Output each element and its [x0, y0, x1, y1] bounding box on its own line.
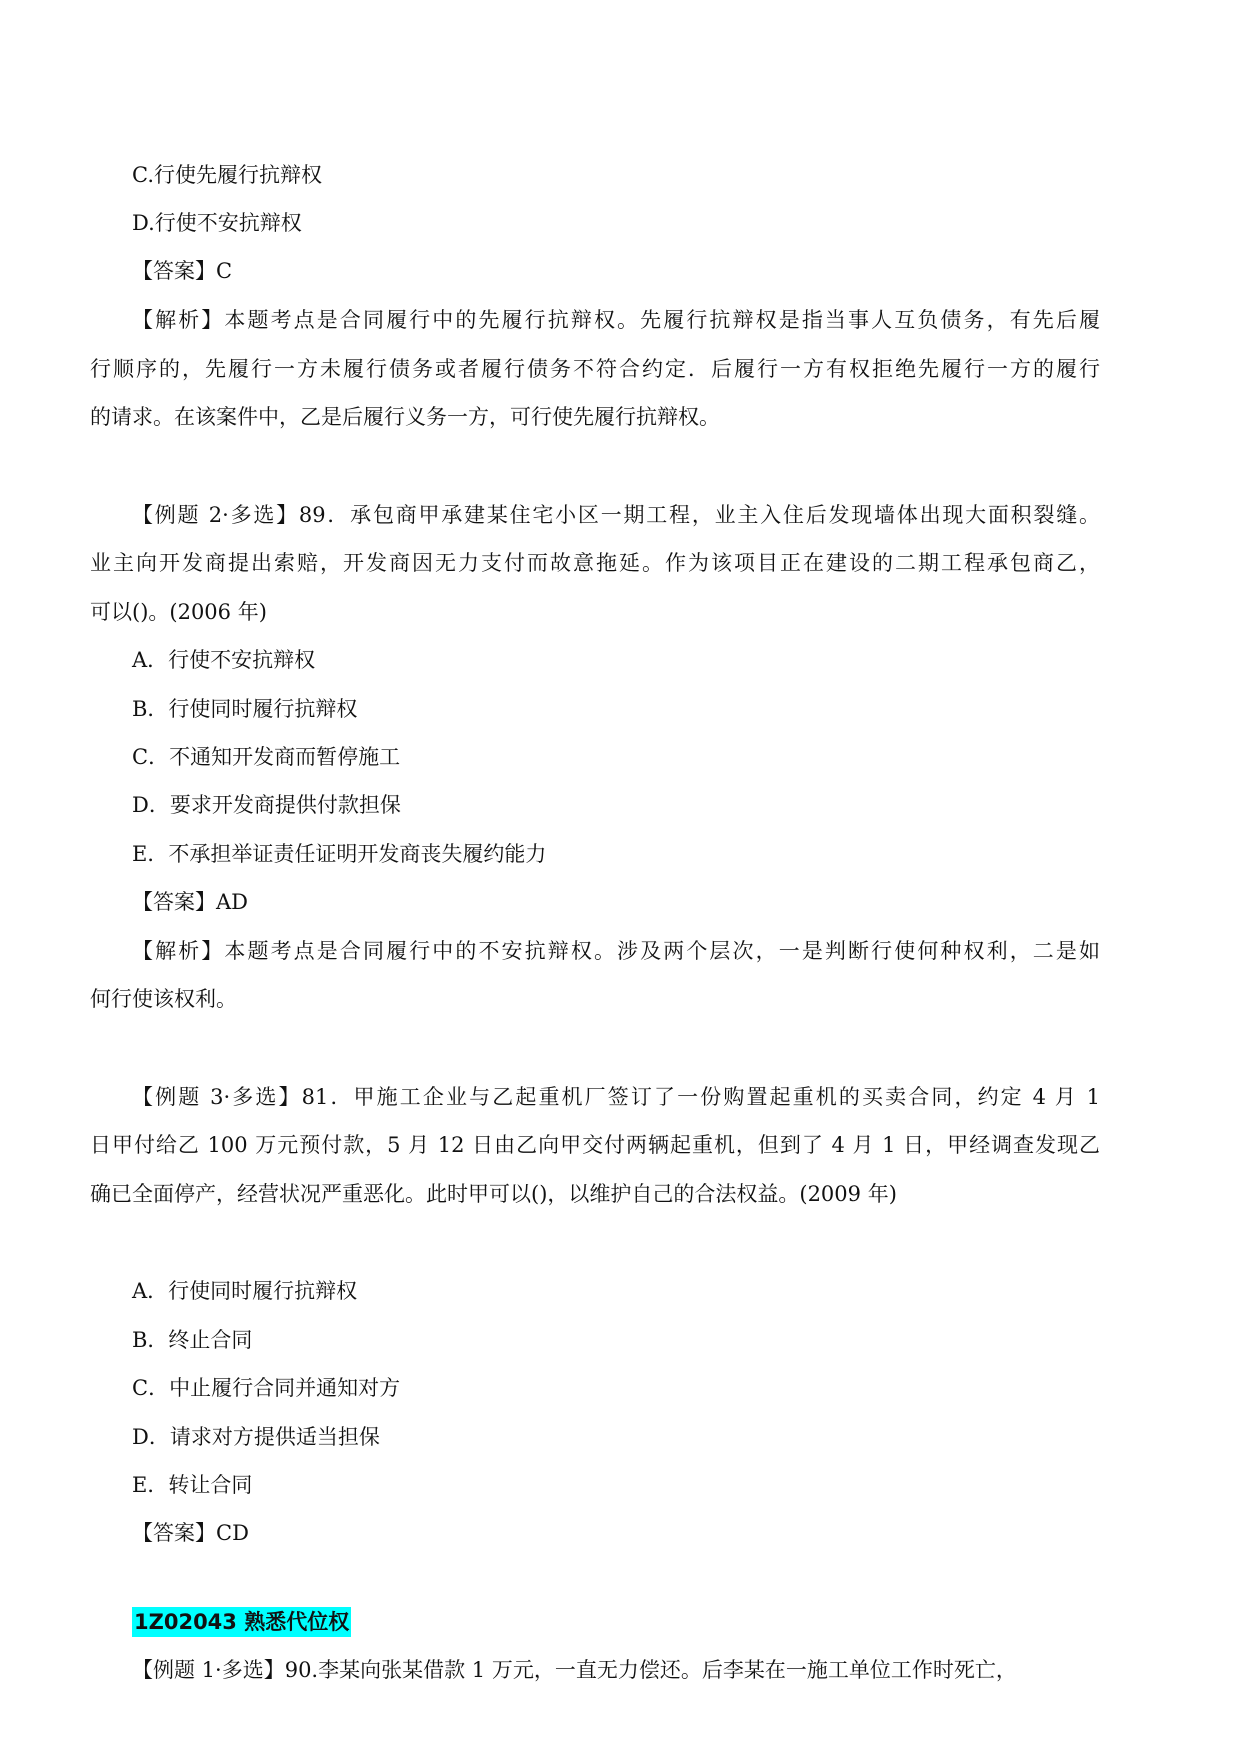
- analysis-line-2: 何行使该权利。: [90, 987, 237, 1011]
- option-c: C．中止履行合同并通知对方: [132, 1376, 401, 1400]
- option-d: D．请求对方提供适当担保: [132, 1425, 380, 1449]
- option-a: A．行使不安抗辩权: [132, 648, 316, 672]
- option-c: C．不通知开发商而暂停施工: [132, 745, 401, 769]
- option-d: D．要求开发商提供付款担保: [132, 793, 401, 817]
- question-stem-line-2: 业主向开发商提出索赔，开发商因无力支付而故意拖延。作为该项目正在建设的二期工程承包商乙，: [90, 551, 1100, 575]
- option-e: E．不承担举证责任证明开发商丧失履约能力: [132, 842, 547, 866]
- option-c: C.行使先履行抗辩权: [132, 163, 322, 187]
- answer: 【答案】C: [132, 259, 233, 283]
- option-d: D.行使不安抗辩权: [132, 211, 302, 235]
- analysis-line-1: 【解析】本题考点是合同履行中的先履行抗辩权。先履行抗辩权是指当事人互负债务，有先后履: [132, 308, 1100, 332]
- question-stem-line-1: 【例题 2·多选】89．承包商甲承建某住宅小区一期工程，业主入住后发现墙体出现大面积裂缝。: [132, 503, 1100, 527]
- answer: 【答案】AD: [132, 890, 249, 914]
- option-a: A．行使同时履行抗辩权: [132, 1279, 358, 1303]
- section-heading: 1Z02043 熟悉代位权: [132, 1607, 351, 1637]
- question-stem-line-1: 【例题 1·多选】90.李某向张某借款 1 万元，一直无力偿还。后李某在一施工单位工作时死亡，: [132, 1658, 1017, 1682]
- option-b: B．行使同时履行抗辩权: [132, 697, 358, 721]
- answer: 【答案】CD: [132, 1521, 249, 1545]
- option-e: E．转让合同: [132, 1473, 253, 1497]
- analysis-line-1: 【解析】本题考点是合同履行中的不安抗辩权。涉及两个层次，一是判断行使何种权利，二是如: [132, 939, 1100, 963]
- analysis-line-2: 行顺序的，先履行一方未履行债务或者履行债务不符合约定．后履行一方有权拒绝先履行一方的履行: [90, 357, 1100, 381]
- question-stem-line-3: 确已全面停产，经营状况严重恶化。此时甲可以()，以维护自己的合法权益。(2009 年): [90, 1182, 897, 1206]
- analysis-line-3: 的请求。在该案件中，乙是后履行义务一方，可行使先履行抗辩权。: [90, 405, 720, 429]
- question-stem-line-3: 可以()。(2006 年): [90, 600, 267, 624]
- option-b: B．终止合同: [132, 1328, 253, 1352]
- question-stem-line-1: 【例题 3·多选】81．甲施工企业与乙起重机厂签订了一份购置起重机的买卖合同，约定 4 月 1: [132, 1085, 1100, 1109]
- question-stem-line-2: 日甲付给乙 100 万元预付款，5 月 12 日由乙向甲交付两辆起重机，但到了 4 月 1 日，甲经调查发现乙: [90, 1133, 1100, 1157]
